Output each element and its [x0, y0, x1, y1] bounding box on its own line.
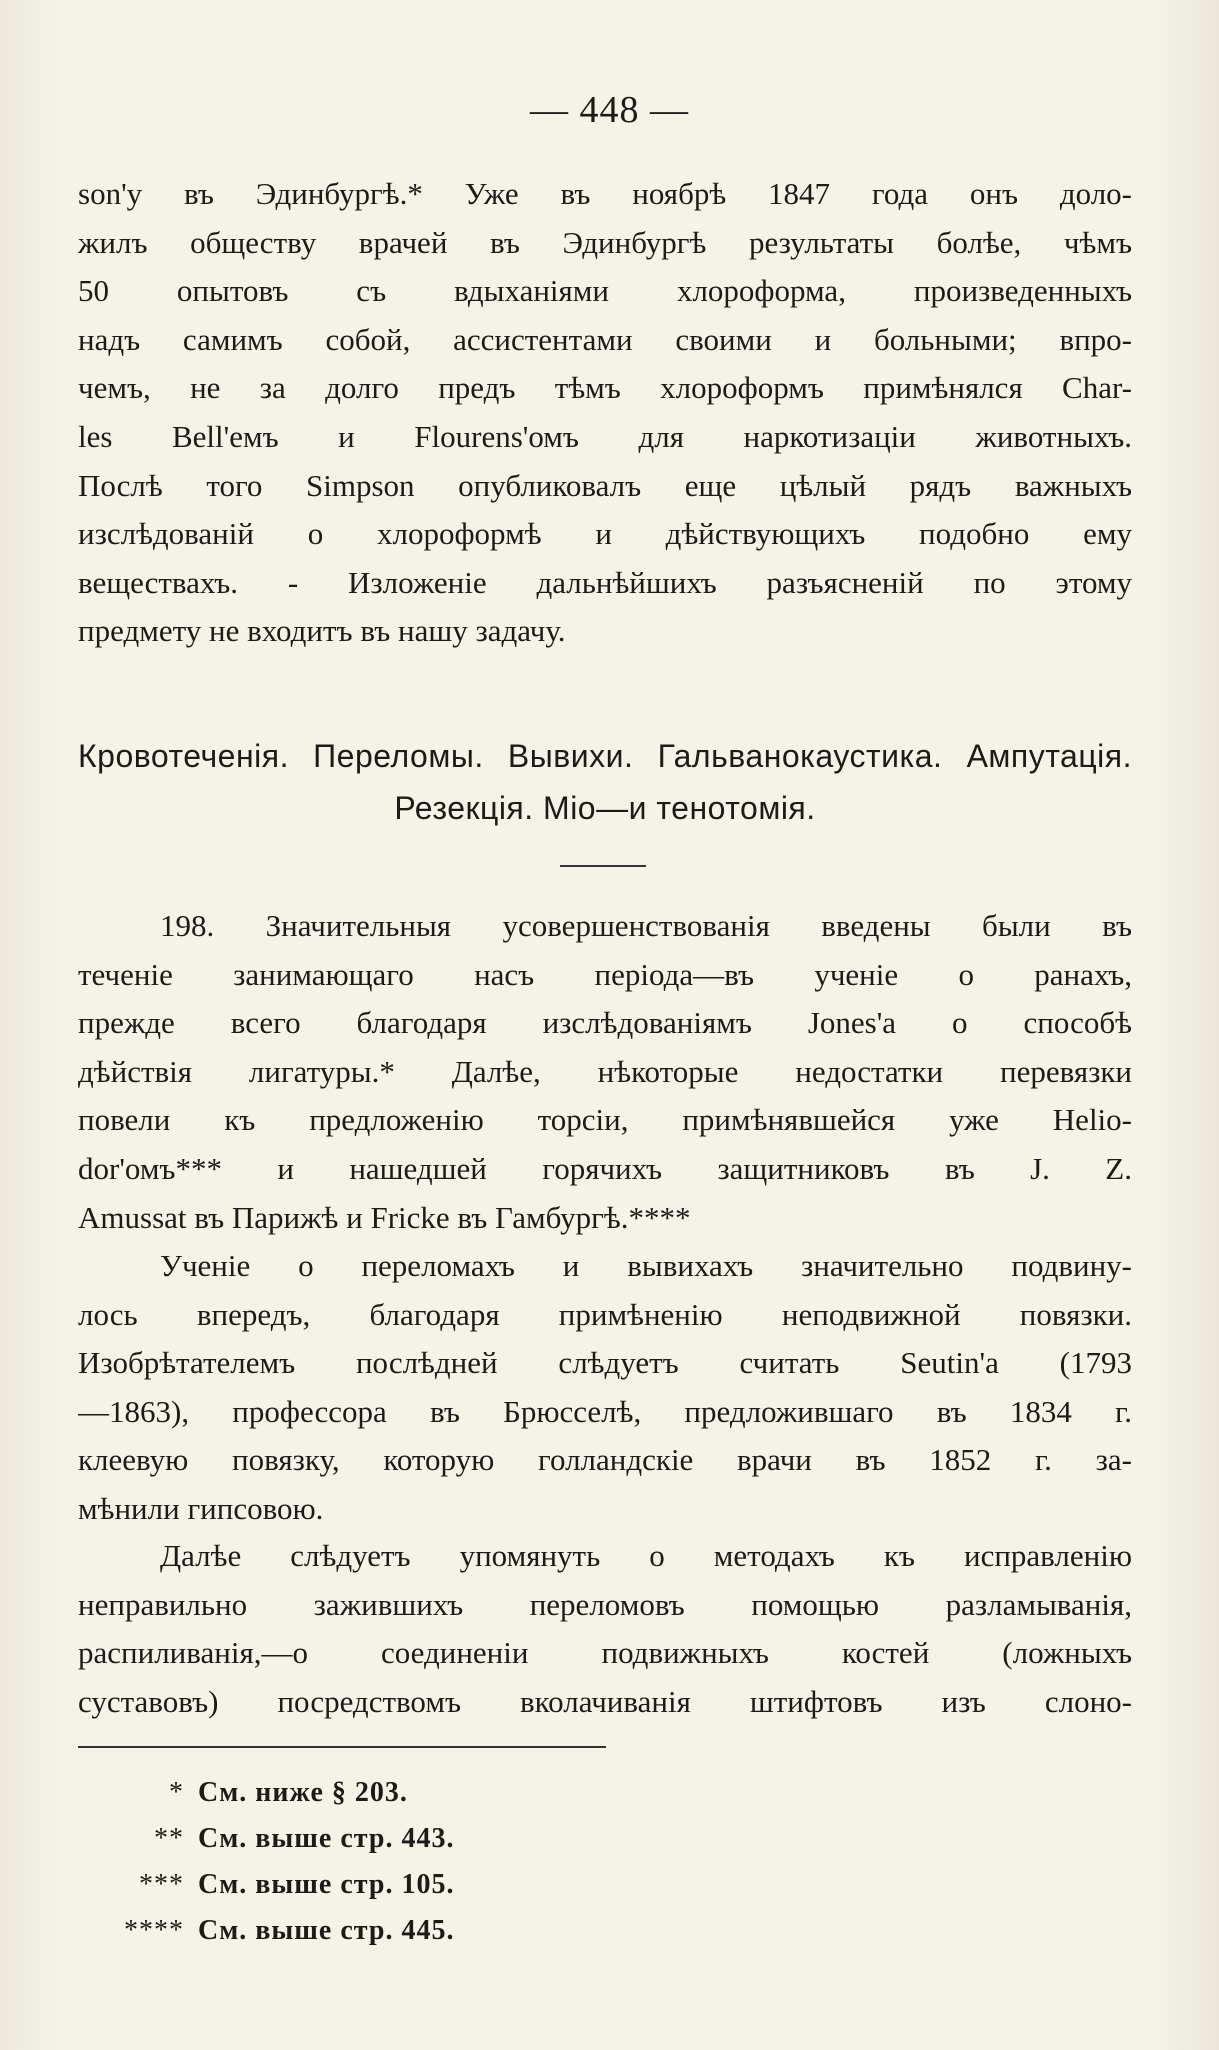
- text-line: son'у въ Эдинбургѣ.* Уже въ ноябрѣ 1847 года онъ доло-: [78, 176, 1132, 211]
- text-line: Послѣ того Simpson опубликовалъ еще цѣлый рядъ важныхъ: [78, 467, 1132, 503]
- footnote-mark: ***: [139, 1869, 184, 1900]
- paragraph-methods: [78, 1532, 1132, 1726]
- section-heading: [78, 730, 1132, 834]
- text-line: теченiе занимающаго насъ перiода—въ ученiе о ранахъ,: [78, 956, 1132, 992]
- footnote: [78, 1816, 678, 1862]
- text-line: —1863), профессора въ Брюсселѣ, предложившаго въ 1834 г.: [78, 1393, 1132, 1429]
- paragraph-chloroform: [78, 170, 1132, 656]
- text-line: суставовъ) посредствомъ вколачиванiя штифтовъ изъ слоно-: [78, 1683, 1132, 1719]
- footnote: [78, 1908, 678, 1954]
- text-line: чемъ, не за долго предъ тѣмъ хлороформъ примѣнялся Char-: [78, 370, 1132, 406]
- heading-line-1: Кровотеченiя. Переломы. Вывихи. Гальванокаустика. Ампутацiя.: [78, 738, 1132, 774]
- text-line: предмету не входитъ въ нашу задачу.: [78, 613, 566, 649]
- text-line: надъ самимъ собой, ассистентами своими и больными; впро-: [78, 321, 1132, 357]
- text-line: клеевую повязку, которую голландскiе врачи въ 1852 г. за-: [78, 1442, 1132, 1478]
- footnote-mark: ****: [124, 1915, 184, 1946]
- text-line: повели къ предложенiю торсiи, примѣнявшейся уже Helio-: [78, 1102, 1132, 1138]
- text-line: Изобрѣтателемъ послѣдней слѣдуетъ считать Seutin'a (1793: [78, 1345, 1132, 1381]
- text-line: дѣйствiя лигатуры.* Далѣе, нѣкоторые недостатки перевязки: [78, 1053, 1132, 1089]
- text-line: les Bell'емъ и Flourens'омъ для наркотизацiи животныхъ.: [78, 418, 1132, 454]
- footnotes: [78, 1770, 678, 1954]
- text-line: изслѣдованiй о хлороформѣ и дѣйствующихъ подобно ему: [78, 516, 1132, 552]
- paragraph-fractures: [78, 1242, 1132, 1534]
- footnote-divider: [78, 1746, 606, 1748]
- footnote-text: См. выше стр. 105.: [198, 1869, 455, 1900]
- footnote-text: См. ниже § 203.: [198, 1777, 408, 1808]
- footnote: [78, 1862, 678, 1908]
- footnote-mark: *: [169, 1777, 184, 1808]
- text-line: мѣнили гипсовою.: [78, 1490, 324, 1526]
- text-line: 50 опытовъ съ вдыханiями хлороформа, произведенныхъ: [78, 273, 1132, 309]
- text-line: лось впередъ, благодаря примѣненiю неподвижной повязки.: [78, 1296, 1132, 1332]
- text-line: Amussat въ Парижѣ и Fricke въ Гамбургѣ.****: [78, 1199, 691, 1235]
- text-line: веществахъ. - Изложенiе дальнѣйшихъ разъясненiй по этому: [78, 564, 1132, 600]
- heading-line-2: Резекцiя. Мiо—и тенотомiя.: [394, 790, 816, 826]
- page-number: — 448 —: [530, 89, 689, 131]
- text-line: 198. Значительныя усовершенствованiя введены были въ: [160, 908, 1132, 943]
- text-line: Далѣе слѣдуетъ упомянуть о методахъ къ исправленiю: [160, 1538, 1132, 1573]
- text-line: распиливанiя,—о соединенiи подвижныхъ костей (ложныхъ: [78, 1635, 1132, 1671]
- text-line: Ученiе о переломахъ и вывихахъ значительно подвину-: [160, 1248, 1132, 1283]
- text-line: dor'омъ*** и нашедшей горячихъ защитниковъ въ J. Z.: [78, 1150, 1132, 1186]
- text-line: жилъ обществу врачей въ Эдинбургѣ результаты болѣе, чѣмъ: [78, 224, 1132, 260]
- paragraph-198: [78, 902, 1132, 1242]
- text-line: прежде всего благодаря изслѣдованiямъ Jones'a о способѣ: [78, 1005, 1132, 1041]
- footnote-text: См. выше стр. 443.: [198, 1823, 455, 1854]
- footnote-mark: **: [154, 1823, 184, 1854]
- footnote: [78, 1770, 678, 1816]
- text-line: неправильно зажившихъ переломовъ помощью разламыванiя,: [78, 1586, 1132, 1622]
- footnote-text: См. выше стр. 445.: [198, 1915, 455, 1946]
- heading-divider: [560, 865, 646, 867]
